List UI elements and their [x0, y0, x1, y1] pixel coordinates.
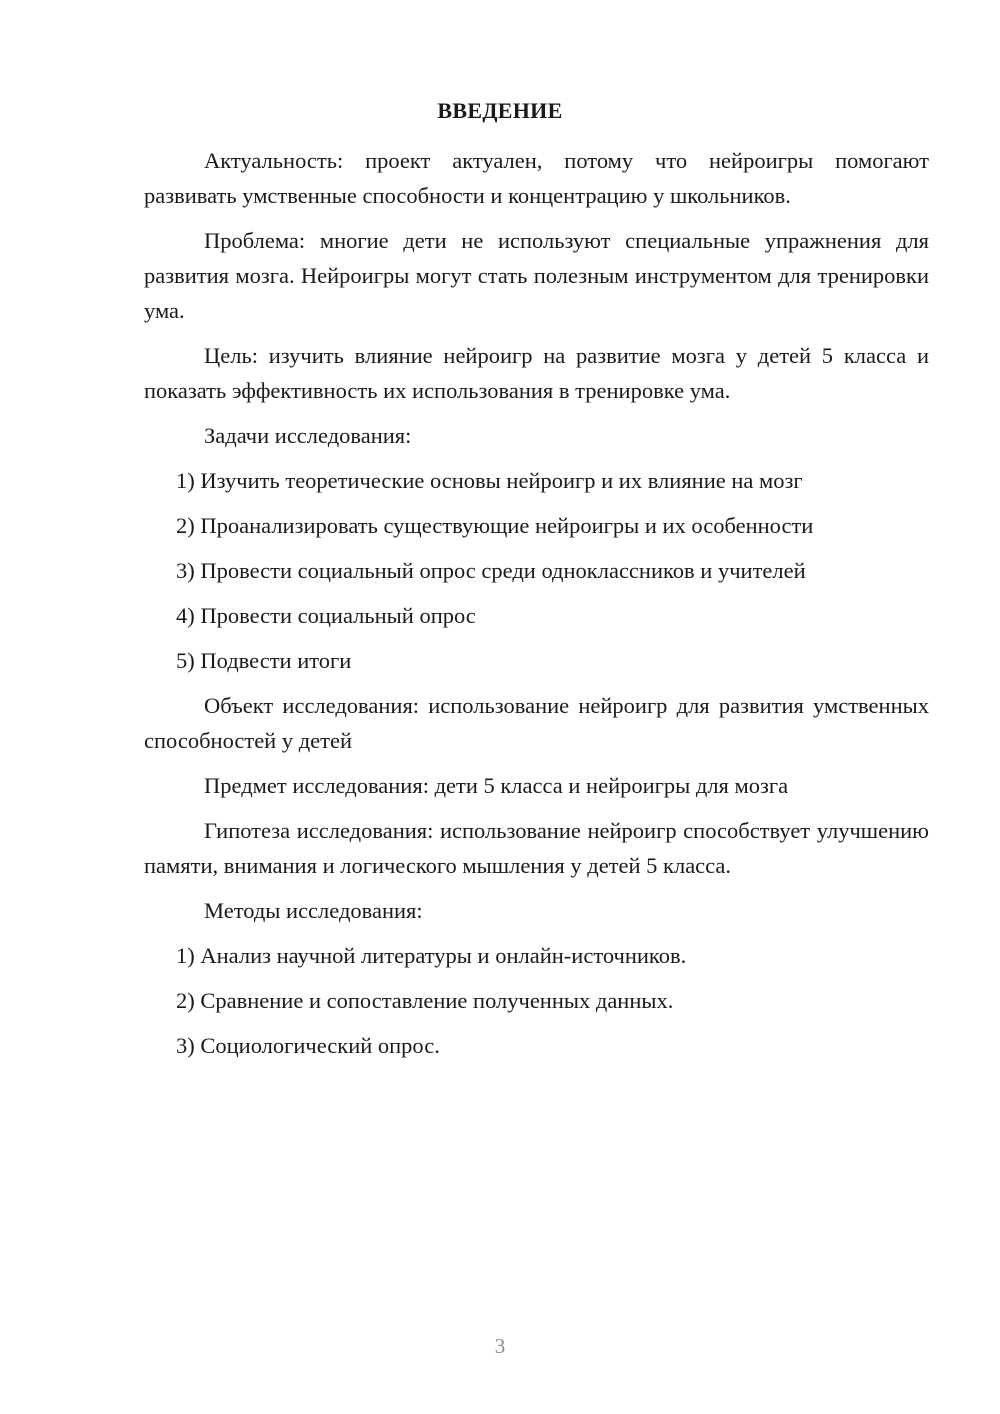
- methods-list: [144, 938, 929, 1063]
- method-item: 2) Сравнение и сопоставление полученных данных.: [176, 988, 674, 1013]
- task-item: 2) Проанализировать существующие нейроигры и их особенности: [176, 513, 814, 538]
- task-item: 5) Подвести итоги: [176, 648, 352, 673]
- methods-title: Методы исследования:: [204, 898, 423, 923]
- section-body: [144, 143, 929, 1073]
- section-heading: ВВЕДЕНИЕ: [437, 98, 563, 123]
- goal-paragraph: Цель: изучить влияние нейроигр на развитие мозга у детей 5 класса и показать эффективность их использования в тренировке ума.: [144, 343, 929, 403]
- task-item: 3) Провести социальный опрос среди одноклассников и учителей: [176, 558, 806, 583]
- object-paragraph: Объект исследования: использование нейроигр для развития умственных способностей у детей: [144, 693, 929, 753]
- hypothesis-paragraph: Гипотеза исследования: использование нейроигр способствует улучшению памяти, внимания и логического мышления у детей 5 класса.: [144, 818, 929, 878]
- task-item: 1) Изучить теоретические основы нейроигр и их влияние на мозг: [176, 468, 803, 493]
- method-item: 3) Социологический опрос.: [176, 1033, 440, 1058]
- method-item: 1) Анализ научной литературы и онлайн-источников.: [176, 943, 687, 968]
- tasks-list: [144, 463, 929, 678]
- subject-paragraph: Предмет исследования: дети 5 класса и нейроигры для мозга: [204, 773, 789, 798]
- tasks-title: Задачи исследования:: [204, 423, 412, 448]
- task-item: 4) Провести социальный опрос: [176, 603, 476, 628]
- relevance-paragraph: Актуальность: проект актуален, потому что нейроигры помогают развивать умственные способности и концентрацию у школьников.: [144, 148, 929, 208]
- problem-paragraph: Проблема: многие дети не используют специальные упражнения для развития мозга. Нейроигры могут стать полезным инструментом для тренировки ума.: [144, 228, 929, 323]
- page-number: 3: [494, 1334, 506, 1358]
